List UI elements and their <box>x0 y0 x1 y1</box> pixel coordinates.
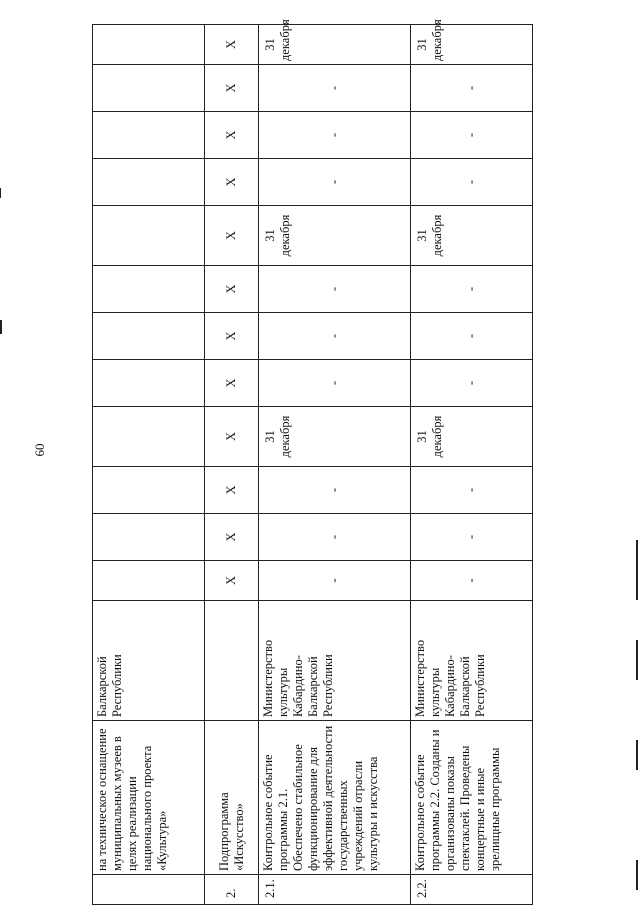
cell: - <box>259 360 411 407</box>
cell: X <box>205 313 259 360</box>
cell: - <box>259 561 411 601</box>
table-row <box>259 25 411 905</box>
cell: X <box>205 467 259 514</box>
cell: - <box>259 514 411 561</box>
event-name: Подпрограмма «Искусство» <box>205 721 259 875</box>
date-cell: 31 декабря <box>411 25 533 65</box>
cell: - <box>411 360 533 407</box>
cell: X <box>205 360 259 407</box>
row-number <box>93 875 205 905</box>
date-cell: 31 декабря <box>411 206 533 266</box>
scan-mark-right <box>636 860 638 890</box>
schedule-table <box>92 19 533 905</box>
scan-mark-right <box>636 540 638 600</box>
cell <box>93 514 205 561</box>
cell: X <box>205 514 259 561</box>
event-name: на техническое оснащение муниципальных музеев в целях реализации национального проекта «Культура» <box>93 721 205 875</box>
cell: X <box>205 112 259 159</box>
cell: X <box>205 25 259 65</box>
cell: - <box>259 467 411 514</box>
cell <box>93 25 205 65</box>
row-number: 2. <box>205 875 259 905</box>
date-cell: 31 декабря <box>411 407 533 467</box>
scan-mark-left <box>0 320 2 334</box>
cell: - <box>411 467 533 514</box>
cell: - <box>411 561 533 601</box>
row-number: 2.1. <box>259 875 411 905</box>
cell <box>93 65 205 112</box>
cell: X <box>205 65 259 112</box>
cell <box>93 360 205 407</box>
cell: X <box>205 206 259 266</box>
cell <box>93 112 205 159</box>
cell: - <box>411 159 533 206</box>
cell: - <box>411 266 533 313</box>
row-number: 2.2. <box>411 875 533 905</box>
cell: - <box>411 112 533 159</box>
cell <box>93 159 205 206</box>
cell: - <box>411 65 533 112</box>
cell <box>93 266 205 313</box>
cell <box>93 467 205 514</box>
table-row <box>411 25 533 905</box>
table-row <box>93 25 205 905</box>
date-cell: 31 декабря <box>259 206 411 266</box>
cell: X <box>205 407 259 467</box>
cell: - <box>259 159 411 206</box>
cell <box>93 407 205 467</box>
cell: - <box>259 266 411 313</box>
executor: Министерство культуры Кабардино-Балкарской Республики <box>259 601 411 721</box>
cell: - <box>411 514 533 561</box>
page-number: 60 <box>32 443 47 457</box>
cell <box>93 313 205 360</box>
executor: Балкарской Республики <box>93 601 205 721</box>
cell <box>93 206 205 266</box>
cell: - <box>259 65 411 112</box>
event-name: Контрольное событие программы 2.2. Созданы и организованы показы спектаклей. Проведены концертные и иные зрелищные программы <box>411 721 533 875</box>
cell: - <box>259 112 411 159</box>
rotated-table-wrapper <box>92 19 532 905</box>
cell <box>93 561 205 601</box>
scan-mark-left-small <box>0 188 1 198</box>
cell: - <box>411 313 533 360</box>
date-cell: 31 декабря <box>259 407 411 467</box>
executor: Министерство культуры Кабардино-Балкарской Республики <box>411 601 533 721</box>
cell: - <box>259 313 411 360</box>
cell: X <box>205 266 259 313</box>
date-cell: 31 декабря <box>259 25 411 65</box>
scan-mark-right <box>636 640 638 680</box>
table-row <box>205 25 259 905</box>
cell: X <box>205 561 259 601</box>
cell: X <box>205 159 259 206</box>
event-name: Контрольное событие программы 2.1. Обеспечено стабильное функционирование для эффективной деятельности государственных учреждений отрасли культуры и искусства <box>259 721 411 875</box>
executor <box>205 601 259 721</box>
scan-mark-right <box>636 740 638 770</box>
